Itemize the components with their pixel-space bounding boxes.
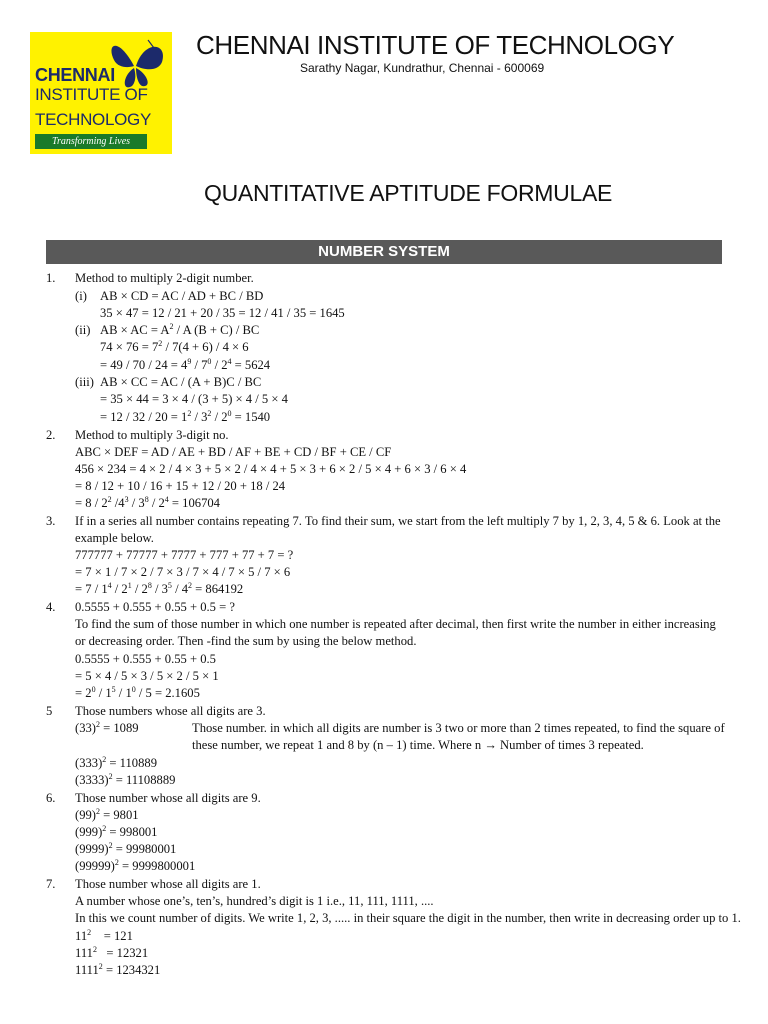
- item-number: 6.: [46, 791, 56, 805]
- formula-line: 777777 + 77777 + 7777 + 777 + 77 + 7 = ?: [75, 548, 294, 562]
- logo-text: TECHNOLOGY: [35, 110, 152, 129]
- formula-line: $(333)^2 = 110889$: [75, 755, 157, 770]
- institute-address: Sarathy Nagar, Kundrathur, Chennai - 600069: [300, 61, 545, 75]
- formula-line: = $12 / 32 / 20 = 1^2 / 3^2 / 2^0 = 1540$: [100, 409, 271, 424]
- formula-line: 0.5555 + 0.555 + 0.55 + 0.5 = ?: [75, 600, 235, 614]
- formula-line: = $8 / 2^2$ $/4^3 / 3^8 / 2^4 = 106704$: [75, 495, 220, 510]
- formula-line: $(999)^2 = 998001$: [75, 824, 158, 839]
- text-line: Those number whose all digits are 1.: [75, 877, 261, 891]
- formula-line: = $49 / 70 / 24 = 4^9 / 7^0 / 2^4 = 5624$: [100, 357, 271, 372]
- formula-line: = 7 × 1 / 7 × 2 / 7 × 3 / 7 × 4 / 7 × 5 / 7 × 6: [75, 565, 291, 579]
- text-line: Those numbers whose all digits are 3.: [75, 704, 266, 718]
- formula-line: ABC × DEF = AD / AE + BD / AF + BE + CD / BF + CE / CF: [75, 445, 392, 459]
- sub-number: (iii): [75, 375, 94, 389]
- sub-number: (ii): [75, 323, 91, 337]
- item-number: 4.: [46, 600, 56, 614]
- item-number: 7.: [46, 877, 56, 891]
- formula-line: 35 × 47 = 12 / 21 + 20 / 35 = 12 / 41 / 35 = 1645: [100, 306, 345, 320]
- logo-tagline: Transforming Lives: [35, 134, 147, 149]
- formula-line: = $7 / 1^4 / 2^1 / 2^8 / 3^5 / 4^2 = 864192$: [75, 581, 244, 596]
- logo-text: INSTITUTE OF: [35, 85, 148, 104]
- text-line: To find the sum of those number in which one number is repeated after decimal, then first write the number in either increasing: [75, 617, 716, 631]
- formula-line: AB × CD = AC / AD + BC / BD: [100, 289, 264, 303]
- formula-line: $(99999)^2 = 9999800001$: [75, 858, 196, 873]
- text-line: Those number. in which all digits are number is 3 two or more than 2 times repeated, to find the square of: [192, 721, 725, 735]
- text-line: In this we count number of digits. We write 1, 2, 3, ..... in their square the digit in the number, then write in decreasing order up to 1.: [75, 911, 741, 925]
- text-line: or decreasing order. Then -find the sum by using the below method.: [75, 634, 417, 648]
- text-line: A number whose one’s, ten’s, hundred’s digit is 1 i.e., 11, 111, 1111, ....: [75, 894, 434, 908]
- text-line: Method to multiply 2-digit number.: [75, 271, 254, 285]
- formula-line: = 8 / 12 + 10 / 16 + 15 + 12 / 20 + 18 / 24: [75, 479, 286, 493]
- formula-line: $(3333)^2 = 11108889$: [75, 772, 176, 787]
- item-number: 2.: [46, 428, 56, 442]
- formula-line: 456 × 234 = 4 × 2 / 4 × 3 + 5 × 2 / 4 × 4 + 5 × 3 + 6 × 2 / 5 × 4 + 6 × 3 / 6 × 4: [75, 462, 467, 476]
- formula-line: $(99)^2 = 9801$: [75, 807, 139, 822]
- formula-line: $(33)^2 = 1089$: [75, 720, 139, 735]
- item-number: 5: [46, 704, 53, 718]
- text-line: If in a series all number contains repeating 7. To find their sum, we start from the left multiply 7 by 1, 2, 3, 4, 5 & 6. Look at the: [75, 514, 721, 528]
- formula-line: $(9999)^2 = 99980001$: [75, 841, 177, 856]
- institute-name: CHENNAI INSTITUTE OF TECHNOLOGY: [196, 30, 675, 60]
- formula-line: = $2^0 / 1^5 / 1^0 / 5 = 2.1605$: [75, 685, 200, 700]
- text-line: example below.: [75, 531, 154, 545]
- item-number: 1.: [46, 271, 56, 285]
- institute-logo: [30, 32, 172, 154]
- item-number: 3.: [46, 514, 56, 528]
- text-line: Method to multiply 3-digit no.: [75, 428, 229, 442]
- document-title: QUANTITATIVE APTITUDE FORMULAE: [204, 180, 613, 206]
- formula-line: 0.5555 + 0.555 + 0.55 + 0.5: [75, 652, 216, 666]
- formula-line: = 5 × 4 / 5 × 3 / 5 × 2 / 5 × 1: [75, 669, 219, 683]
- logo-text: CHENNAI: [35, 65, 115, 85]
- sub-number: (i): [75, 289, 87, 303]
- formula-line: $1111^2 = 1234321$: [75, 962, 161, 977]
- formula-line: $74 \times 76 = 7^2 / 7(4 + 6) / 4 \times 6$: [100, 339, 249, 354]
- formula-line: $111^2 = 12321$: [75, 945, 149, 960]
- formula-line: $11^2$ = 121: [75, 928, 133, 943]
- formula-line: = 35 × 44 = 3 × 4 / (3 + 5) × 4 / 5 × 4: [100, 392, 288, 406]
- section-header: NUMBER SYSTEM: [46, 240, 722, 264]
- text-line: these number, we repeat 1 and 8 by (n – 1) time. Where n → Number of times 3 repeated.: [192, 738, 644, 752]
- formula-line: AB × CC = AC / (A + B)C / BC: [100, 375, 262, 389]
- text-line: Those number whose all digits are 9.: [75, 791, 261, 805]
- formula-line: AB × AC = $A^2$ / A (B + C) / BC: [100, 322, 260, 337]
